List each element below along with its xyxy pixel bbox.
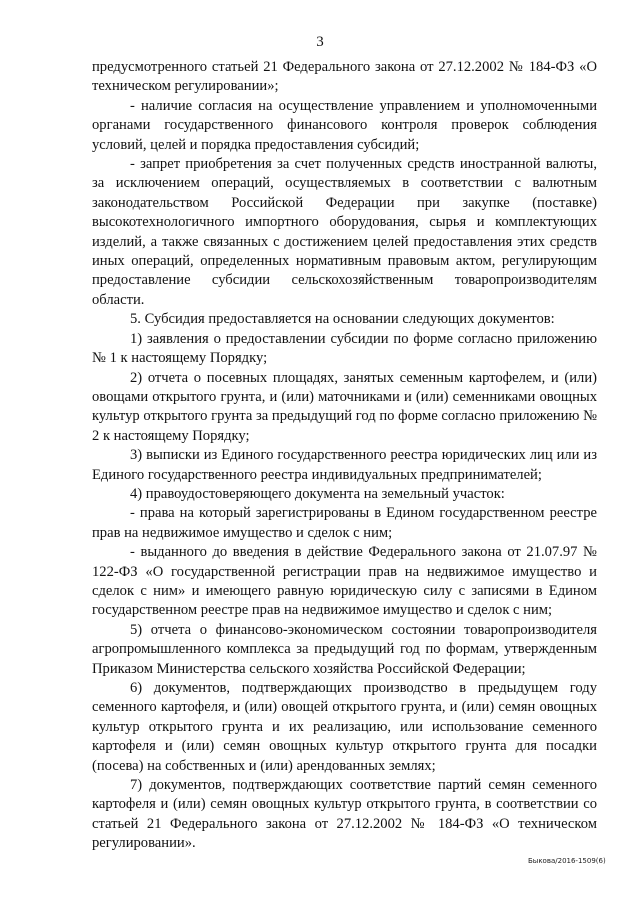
paragraph: - запрет приобретения за счет полученных средств иностранной валюты, за исключением операций, осуществляемых в соответствии с валютным законодательством Российской Федерации при закупке (поставке) высокотехнологичного импортного оборудования, сырья и комплектующих изделий, а также связанных с достижением целей предоставления этих средств иных операций, определенных нормативным правовым актом, регулирующим предоставление субсидии сельскохозяйственным товаропроизводителям области.: [92, 156, 597, 308]
paragraph: - выданного до введения в действие Федерального закона от 21.07.97 № 122-ФЗ «О государственной регистрации прав на недвижимое имущество и сделок с ним» и имеющего равную юридическую силу с записями в Едином государственном реестре прав на недвижимое имущество и сделок с ним;: [92, 544, 597, 619]
footer-reference: Быкова/2016-1509(6): [528, 857, 606, 865]
paragraph: 2) отчета о посевных площадях, занятых семенным картофелем, и (или) овощами открытого грунта, и (или) маточниками и (или) семенниками овощных культур открытого грунта за предыдущий год по форме согласно приложению № 2 к настоящему Порядку;: [92, 369, 597, 444]
paragraph: 6) документов, подтверждающих производство в предыдущем году семенного картофеля, и (или) овощей открытого грунта, и (или) семян овощных культур открытого грунта и их реализацию, или использование семенного картофеля и (или) семян овощных культур открытого грунта для посадки (посева) на собственных и (или) арендованных землях;: [92, 680, 597, 774]
document-body: [92, 58, 597, 854]
paragraph: предусмотренного статьей 21 Федерального закона от 27.12.2002 № 184-ФЗ «О техническом регулировании»;: [92, 59, 597, 95]
paragraph: - наличие согласия на осуществление управлением и уполномоченными органами государственного финансового контроля проверок соблюдения условий, целей и порядка предоставления субсидий;: [92, 97, 597, 153]
paragraph: 4) правоудостоверяющего документа на земельный участок:: [130, 485, 505, 502]
paragraph: 5. Субсидия предоставляется на основании следующих документов:: [130, 311, 555, 328]
paragraph: - права на который зарегистрированы в Едином государственном реестре прав на недвижимое имущество и сделок с ним;: [92, 505, 597, 541]
page-number: 3: [316, 34, 324, 50]
paragraph: 1) заявления о предоставлении субсидии по форме согласно приложению № 1 к настоящему Порядку;: [92, 330, 597, 367]
paragraph: 5) отчета о финансово-экономическом состоянии товаропроизводителя агропромышленного комплекса за предыдущий год по формам, утвержденным Приказом Министерства сельского хозяйства Российской Федерации;: [92, 621, 597, 677]
paragraph: 3) выписки из Единого государственного реестра юридических лиц или из Единого государственного реестра индивидуальных предпринимателей;: [92, 447, 597, 483]
paragraph: 7) документов, подтверждающих соответствие партий семян семенного картофеля и (или) семян овощных культур открытого грунта, в соответствии со статьей 21 Федерального закона от 27.12.2002 № 184-ФЗ «О техническом регулировании».: [92, 777, 597, 852]
